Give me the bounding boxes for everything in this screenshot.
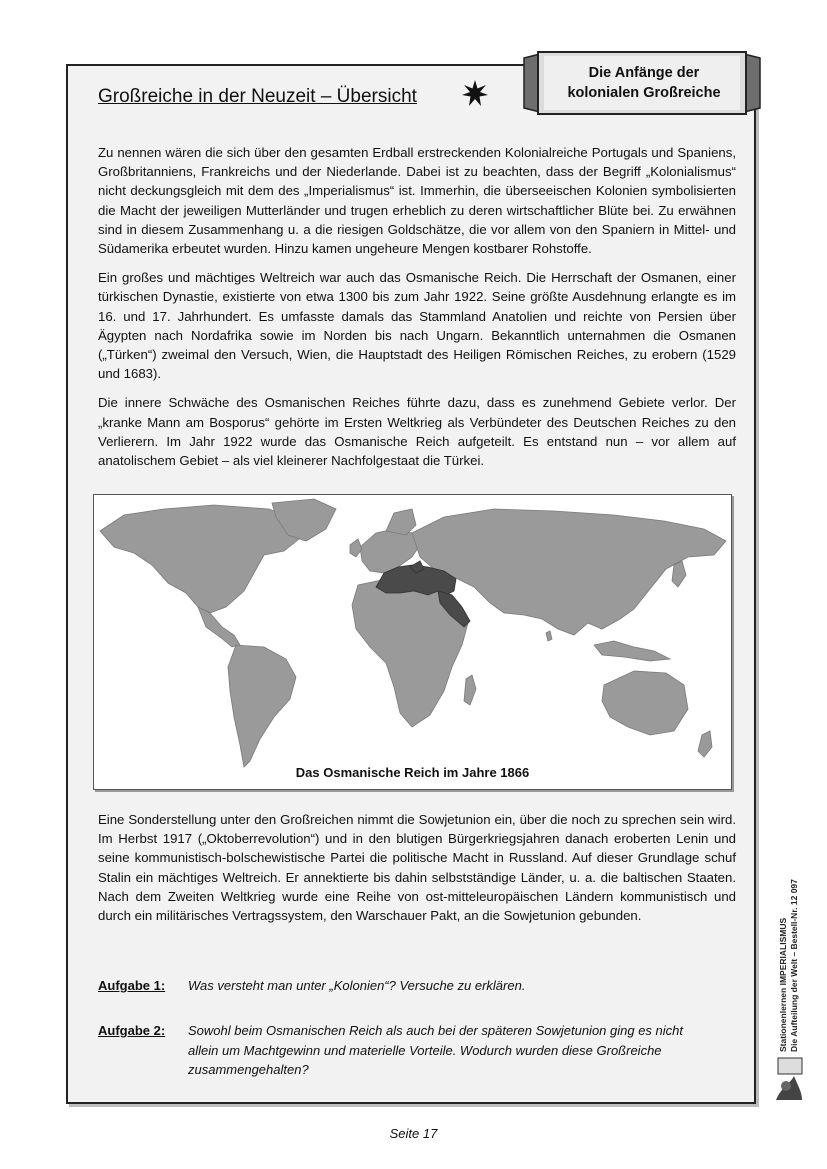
soviet-text — [98, 810, 736, 935]
task-2-label: Aufgabe 2: — [98, 1023, 166, 1038]
paragraph-soviet-union: Eine Sonderstellung unter den Großreichen nimmt die Sowjetunion ein, über die noch zu sprechen sein wird. Im Herbst 1917 („Oktoberrevolution“) und in den blutigen Bürgerkriegsjahren danach eroberten Lenin und seine kommunistisch-bolschewistische Partei die politische Macht in Russland. Auf dieser Grundlage schuf Stalin ein mächtiges Weltreich. Er annektierte bis dahin selbstständige Länder, u. a. die baltischen Staaten. Nach dem Zweiten Weltkrieg wurde eine Reihe von ost-mitteleuropäischen Ländern kommunistisch und durch ein militärisches Vertragssystem, den Warschauer Pakt, an die Sowjetunion gebunden. — [98, 812, 736, 924]
publisher-sidebar — [778, 879, 800, 1052]
task-2 — [98, 1021, 728, 1081]
star-icon — [462, 80, 488, 106]
map-caption: Das Osmanische Reich im Jahre 1866 — [295, 765, 530, 780]
paragraph-colonial-empires: Zu nennen wären die sich über den gesamten Erdball erstreckenden Kolonialreiche Portugals und Spaniens, Großbritanniens, Frankreichs und der Niederlande. Dabei ist zu beachten, dass der Begriff „Kolonialismus“ nicht deckungsgleich mit dem des „Imperialismus“ ist. Immerhin, die überseeischen Kolonien symbolisierten die Macht der jeweiligen Mutterländer und trugen erheblich zu deren wirtschaftlicher Blüte bei. Zu erwähnen sind in diesem Zusammenhang u. a die riesigen Goldschätze, die vor allem von den Spaniern in Mittel- und Südamerika erbeutet wurden. Hinzu kamen ungeheure Mengen kostbarer Rohstoffe. — [98, 145, 736, 257]
banner-line-1: Die Anfänge der — [588, 65, 700, 81]
task-1-text: Was versteht man unter „Kolonien“? Versuche zu erklären. — [188, 978, 526, 993]
task-1-label: Aufgabe 1: — [98, 978, 166, 993]
task-2-text: Sowohl beim Osmanischen Reich als auch bei der späteren Sowjetunion ging es nicht allein um Machtgewinn und materielle Vorteile. Wodurch wurden diese Großreiche zusammengehalten? — [188, 1023, 684, 1077]
chapter-banner — [518, 50, 766, 116]
intro-text — [98, 143, 736, 480]
page-title: Großreiche in der Neuzeit – Übersicht — [98, 86, 417, 107]
world-map — [93, 494, 732, 790]
page-number: Seite 17 — [389, 1126, 438, 1141]
sidebar-line-2: Die Aufteilung der Welt – Bestell-Nr. 12 097 — [789, 879, 799, 1052]
paragraph-ottoman-decline: Die innere Schwäche des Osmanischen Reiches führte dazu, dass es zunehmend Gebiete verlor. Der „kranke Mann am Bosporus“ gehörte im Ersten Weltkrieg als Verbündeter des Deutschen Reiches zu den Verlierern. Im Jahr 1922 wurde das Osmanische Reich aufgeteilt. Es entstand nun – vor allem auf anatolischem Gebiet – als viel kleinerer Nachfolgestaat die Türkei. — [98, 395, 736, 469]
banner-line-2: kolonialen Großreiche — [567, 85, 721, 101]
publisher-logo-icon — [772, 1056, 806, 1104]
world-landmass — [100, 499, 726, 767]
sidebar-line-1: Stationenlernen IMPERIALISMUS — [778, 917, 788, 1052]
task-1 — [98, 976, 728, 996]
banner-title — [548, 63, 740, 103]
paragraph-ottoman-empire: Ein großes und mächtiges Weltreich war auch das Osmanische Reich. Die Herrschaft der Osmanen, einer türkischen Dynastie, existierte von etwa 1300 bis zum Jahr 1922. Seine größte Ausdehnung erlangte es im 16. und 17. Jahrhundert. Es umfasste damals das Stammland Anatolien und reichte von Persien über Ägypten nach Nordafrika sowie im Norden bis nach Ungarn. Bekanntlich unternahmen die Osmanen („Türken“) zweimal den Versuch, Wien, die Hauptstadt des Heiligen Römischen Reiches, zu erobern (1529 und 1683). — [98, 270, 736, 382]
